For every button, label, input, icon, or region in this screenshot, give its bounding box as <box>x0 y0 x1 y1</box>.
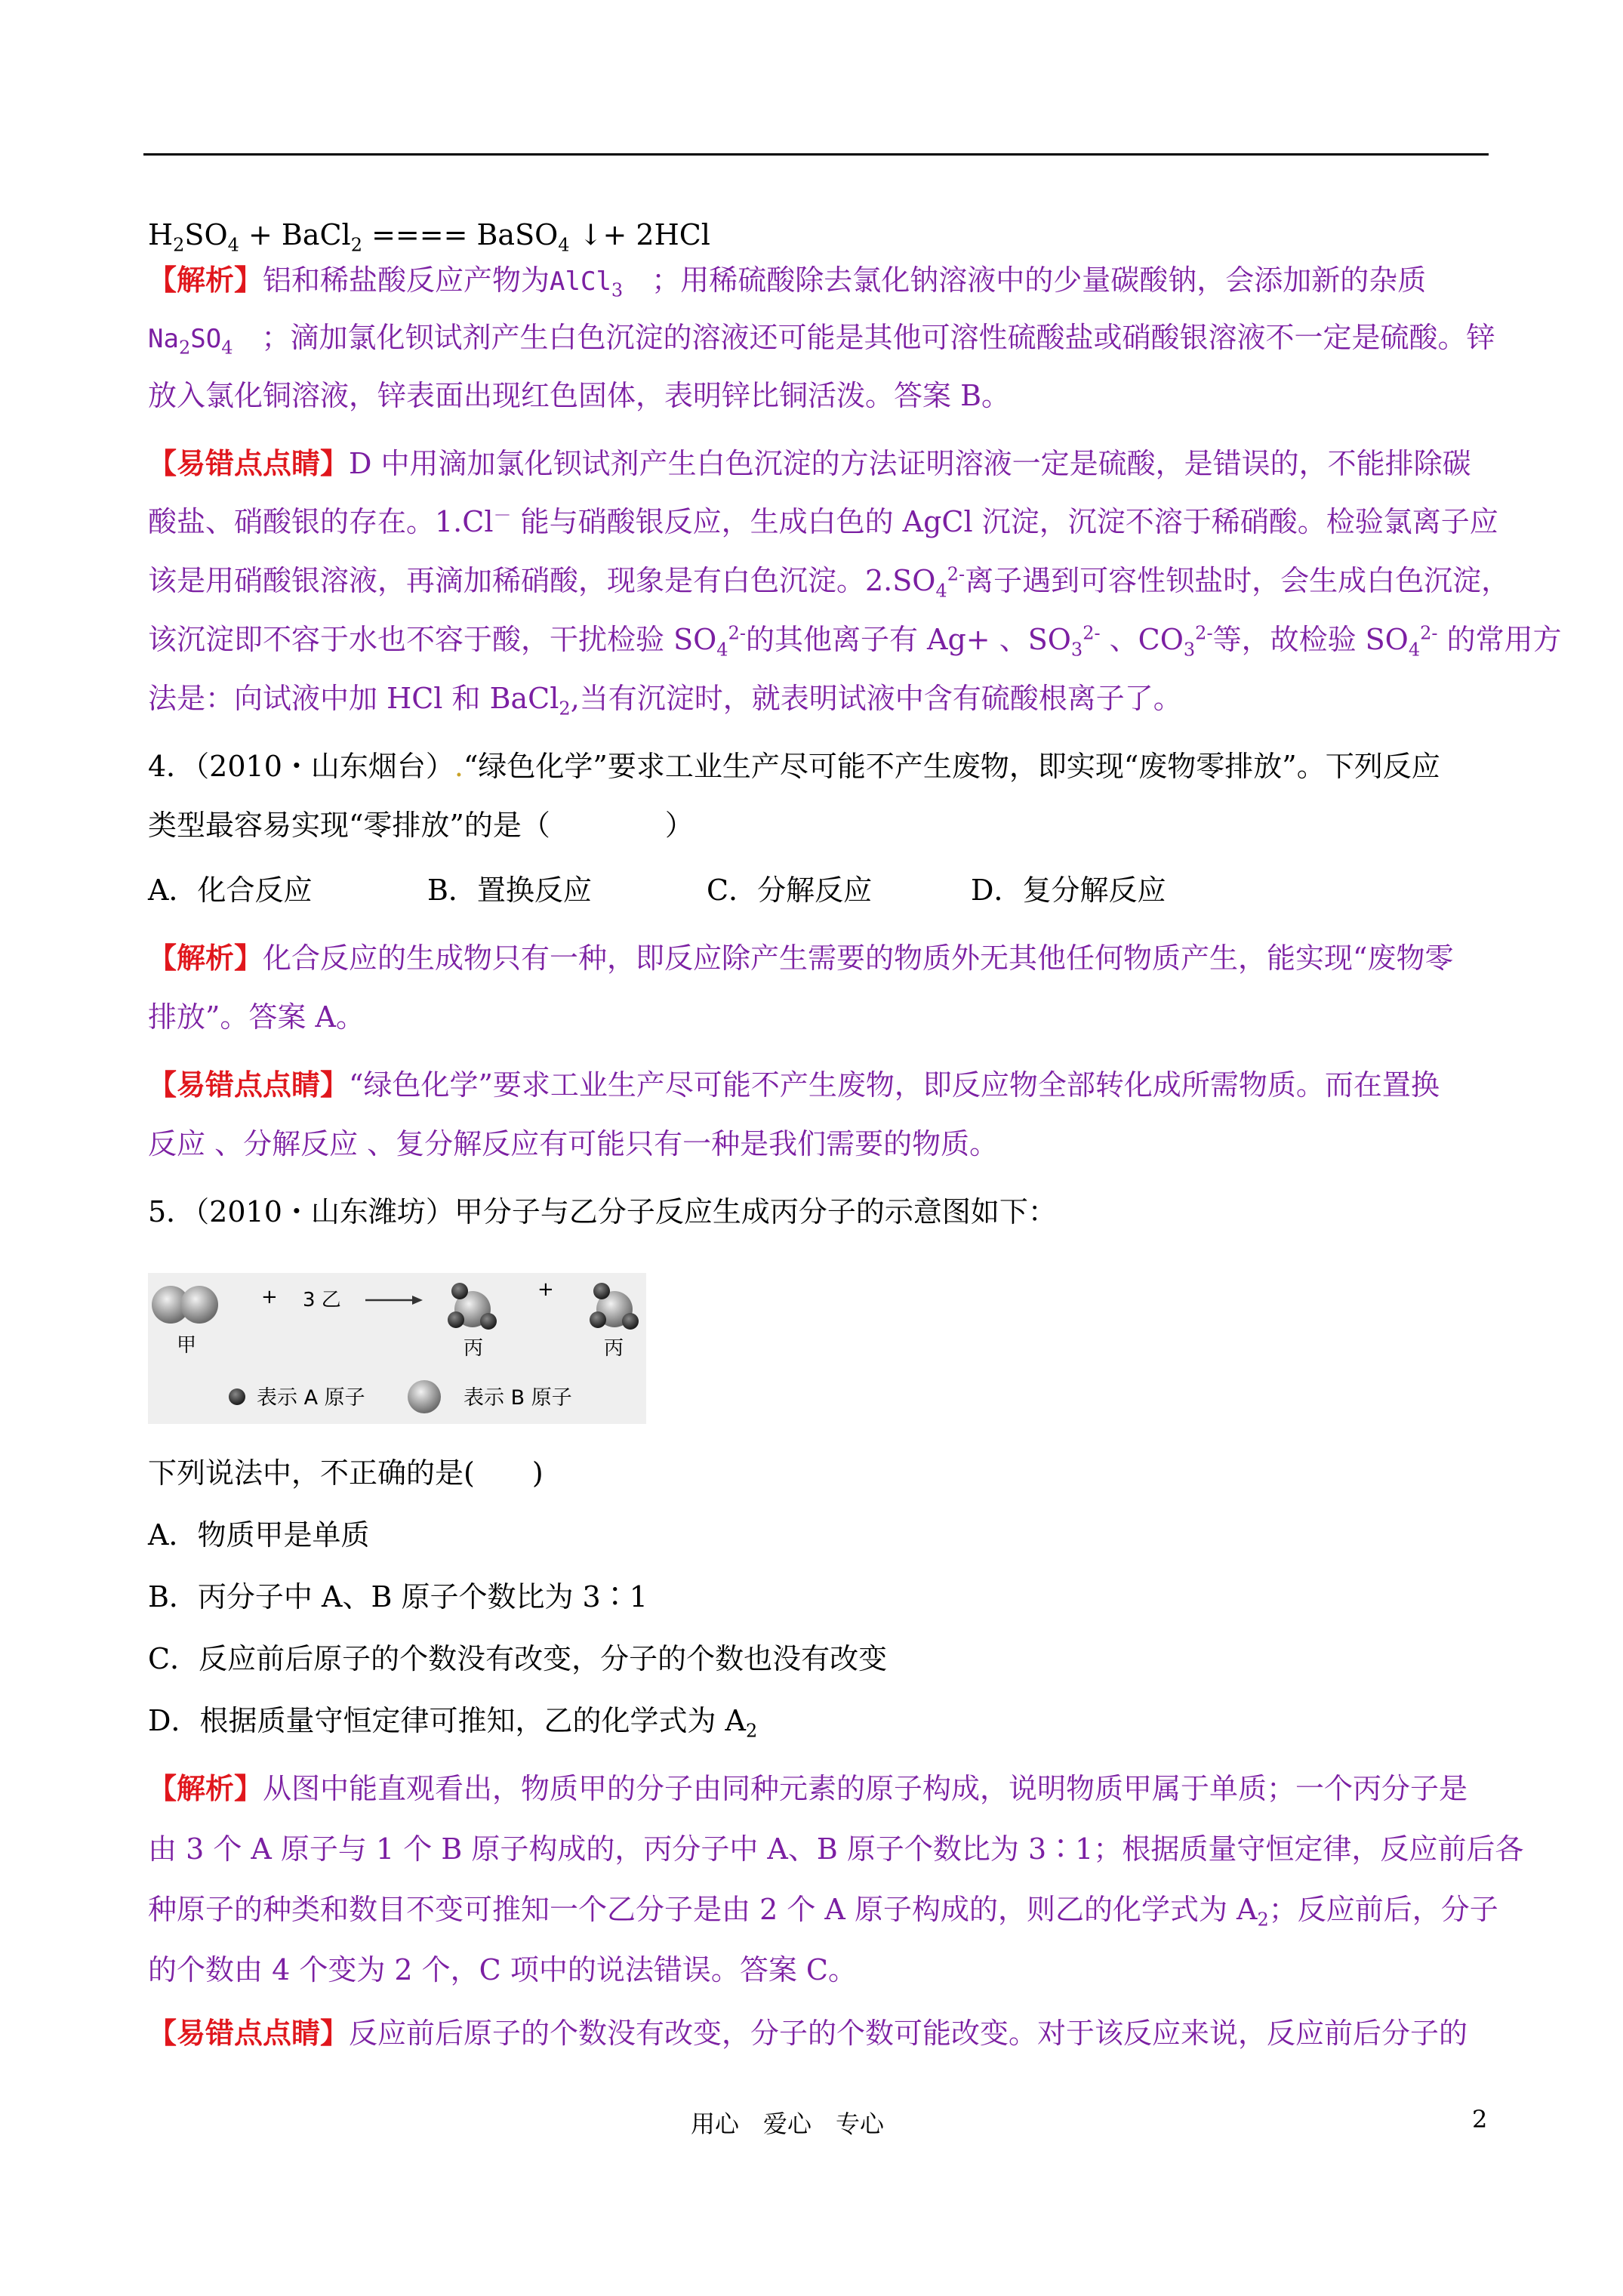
question-5-line-1: 5．（2010・山东潍坊）甲分子与乙分子反应生成丙分子的示意图如下： <box>148 1195 1057 1228</box>
analysis-1-line-1: 【解析】铝和稀盐酸反应产物为AlCl$_3$ ；用稀硫酸除去氯化钠溶液中的少量碳酸钠，会添加新的杂质 <box>148 263 1427 301</box>
error-point-tag: 【易错点点睛】 <box>148 446 350 480</box>
page-number: 2 <box>1472 2105 1488 2134</box>
error-point-tag: 【易错点点睛】 <box>148 1068 350 1102</box>
molecule-jia <box>152 1286 218 1324</box>
analysis-1-line-2: $Na_2SO_4$ ；滴加氯化钡试剂产生白色沉淀的溶液还可能是其他可溶性硫酸盐或硝酸银溶液不一定是硫酸。锌 <box>148 321 1495 359</box>
analysis-tag: 【解析】 <box>148 263 263 297</box>
error-point-1-line-3: 该是用硝酸银溶液，再滴加稀硝酸，现象是有白色沉淀。$2.SO_4^{2-}$离子遇到可容性钡盐时，会生成白色沉淀， <box>148 563 1511 602</box>
analysis-3-line-4: 的个数由 4 个变为 2 个，C 项中的说法错误。答案 C。 <box>148 1953 857 1986</box>
error-point-1-line-5: 法是：向试液中加 HCl 和 BaCl$_2$,当有沉淀时，就表明试液中含有硫酸根离子了。 <box>148 682 1182 720</box>
analysis-1-line-3: 放入氯化铜溶液，锌表面出现红色固体，表明锌比铜活泼。答案 B。 <box>148 379 1011 412</box>
question-5-option-d: D．根据质量守恒定律可推知，乙的化学式为 $A_2$ <box>148 1704 758 1742</box>
analysis-tag: 【解析】 <box>148 941 263 975</box>
analysis-3-line-3: 种原子的种类和数目不变可推知一个乙分子是由 2 个 A 原子构成的，则乙的化学式为 $A_2$；反应前后，分子 <box>148 1893 1498 1931</box>
option-a: A．化合反应 <box>148 874 313 907</box>
coefficient-yi: 3 乙 <box>303 1289 341 1311</box>
header-rule <box>143 153 1489 156</box>
error-point-1-line-4: 该沉淀即不容于水也不容于酸，干扰检验 $SO_4^{2-}$的其他离子有 Ag+ 、$SO_3^{2-}$ 、$CO_3^{2-}$等，故检验 $SO_4^{2-}$ 的常用方 <box>148 622 1562 661</box>
equation-line: $H_2SO_4$ + BaCl$_2$ ==== BaSO$_4$ ↓+ 2HCl <box>148 218 710 256</box>
analysis-2-line-1: 【解析】化合反应的生成物只有一种，即反应除产生需要的物质外无其他任何物质产生，能实现“废物零 <box>148 941 1454 975</box>
error-point-tag: 【易错点点睛】 <box>148 2016 350 2050</box>
reaction-diagram <box>148 1273 646 1424</box>
label-bing-1: 丙 <box>463 1337 484 1360</box>
option-b: B．置换反应 <box>427 874 592 907</box>
question-5-stem: 下列说法中，不正确的是( ) <box>148 1456 544 1490</box>
question-4-line-2: 类型最容易实现“零排放”的是（ ） <box>148 809 694 842</box>
plus-sign-2: + <box>537 1278 554 1301</box>
plus-sign-1: + <box>261 1286 278 1308</box>
legend-b-text: 表示 B 原子 <box>463 1386 572 1410</box>
option-d: D．复分解反应 <box>971 874 1166 907</box>
molecule-bing-2 <box>590 1283 639 1330</box>
legend-a-atom-icon <box>229 1388 245 1405</box>
error-point-1-line-2: 酸盐、硝酸银的存在。1.Cl－ 能与硝酸银反应，生成白色的 AgCl 沉淀，沉淀不溶于稀硝酸。检验氯离子应 <box>148 504 1498 538</box>
analysis-tag: 【解析】 <box>148 1771 263 1805</box>
molecule-bing-1 <box>448 1283 497 1330</box>
error-point-3-line-1: 【易错点点睛】反应前后原子的个数没有改变，分子的个数可能改变。对于该反应来说，反应前后分子的 <box>148 2016 1468 2050</box>
error-point-2-line-1: 【易错点点睛】“绿色化学”要求工业生产尽可能不产生废物，即反应物全部转化成所需物质。而在置换 <box>148 1068 1440 1102</box>
footer-motto: 用心 爱心 专心 <box>691 2110 885 2138</box>
analysis-3-line-1: 【解析】从图中能直观看出，物质甲的分子由同种元素的原子构成，说明物质甲属于单质；一个丙分子是 <box>148 1771 1468 1805</box>
legend-a-text: 表示 A 原子 <box>257 1386 365 1410</box>
option-c: C．分解反应 <box>707 874 873 907</box>
legend-b-atom-icon <box>408 1380 441 1413</box>
label-jia: 甲 <box>177 1334 197 1357</box>
reaction-diagram-svg <box>148 1273 646 1424</box>
question-5-option-b: B．丙分子中 A、B 原子个数比为 3∶1 <box>148 1580 648 1613</box>
question-4-line-1: 4．（2010・山东烟台）.“绿色化学”要求工业生产尽可能不产生废物，即实现“废物零排放”。下列反应 <box>148 750 1440 783</box>
label-bing-2: 丙 <box>604 1337 624 1360</box>
error-point-1-line-1: 【易错点点睛】D 中用滴加氯化钡试剂产生白色沉淀的方法证明溶液一定是硫酸，是错误的，不能排除碳 <box>148 446 1471 480</box>
question-5-option-a: A．物质甲是单质 <box>148 1518 370 1552</box>
error-point-2-line-2: 反应 、分解反应 、复分解反应有可能只有一种是我们需要的物质。 <box>148 1127 999 1160</box>
question-5-option-c: C．反应前后原子的个数没有改变，分子的个数也没有改变 <box>148 1642 888 1675</box>
analysis-2-line-2: 排放”。答案 A。 <box>148 1000 365 1034</box>
analysis-3-line-2: 由 3 个 A 原子与 1 个 B 原子构成的，丙分子中 A、B 原子个数比为 3∶1；根据质量守恒定律，反应前后各 <box>148 1832 1524 1866</box>
arrow-icon <box>365 1296 423 1305</box>
